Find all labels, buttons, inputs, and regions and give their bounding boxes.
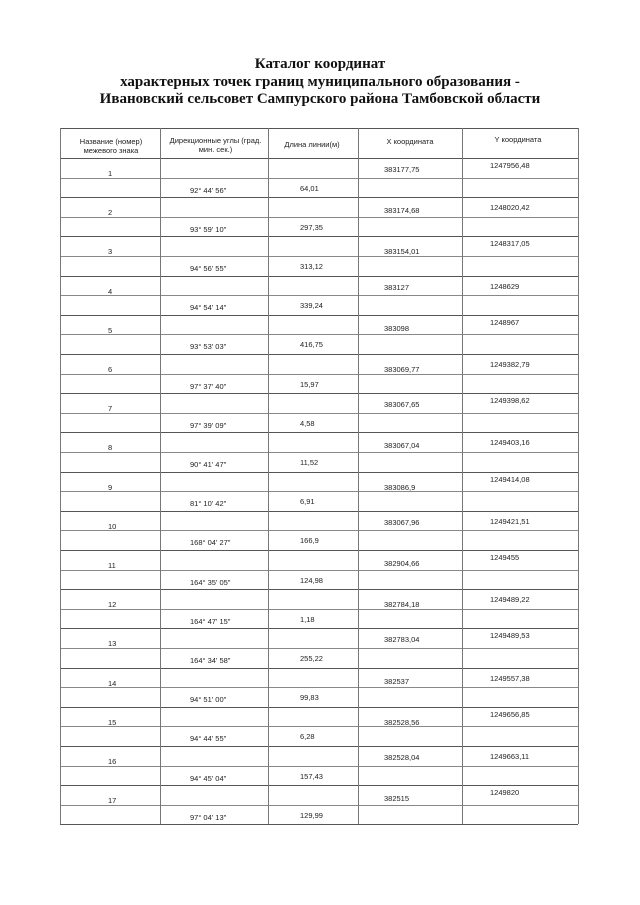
column-header-x: X координата xyxy=(386,137,434,146)
table-rule xyxy=(60,707,578,708)
segment-length: 166,9 xyxy=(300,536,319,546)
document-title: Каталог координат xyxy=(254,56,386,72)
document-subtitle-line1: характерных точек границ муниципального образования - xyxy=(120,74,520,90)
point-y-coordinate: 1249489,53 xyxy=(490,631,530,641)
table-rule xyxy=(60,766,578,767)
point-x-coordinate: 383067,96 xyxy=(384,517,420,527)
segment-length: 11,52 xyxy=(300,458,319,467)
point-x-coordinate: 382528,04 xyxy=(384,753,420,762)
point-x-coordinate: 383086,9 xyxy=(384,482,416,492)
segment-length: 313,12 xyxy=(300,262,323,271)
column-header-y: Y координата xyxy=(494,135,542,144)
point-number: 11 xyxy=(108,561,116,570)
point-y-coordinate: 1249403,16 xyxy=(490,438,530,448)
table-rule xyxy=(160,128,161,824)
point-number: 9 xyxy=(108,482,113,492)
point-y-coordinate: 1248020,42 xyxy=(490,203,530,213)
point-y-coordinate: 1249663,11 xyxy=(490,752,530,761)
segment-length: 1,18 xyxy=(300,614,315,624)
point-x-coordinate: 383177,75 xyxy=(384,165,420,174)
segment-length: 64,01 xyxy=(300,183,319,193)
point-number: 8 xyxy=(108,443,113,453)
segment-angle: 94° 45' 04" xyxy=(190,773,227,783)
segment-angle: 164° 34' 58" xyxy=(190,656,231,665)
point-number: 6 xyxy=(108,365,113,374)
point-x-coordinate: 382537 xyxy=(384,676,410,686)
point-x-coordinate: 383067,65 xyxy=(384,400,420,410)
point-y-coordinate: 1249398,62 xyxy=(490,396,530,406)
table-rule xyxy=(60,217,578,218)
segment-angle: 164° 35' 05" xyxy=(190,577,231,587)
point-y-coordinate: 1249455 xyxy=(490,553,520,562)
point-number: 12 xyxy=(108,600,117,610)
table-rule xyxy=(60,158,578,159)
table-rule xyxy=(60,648,578,649)
table-rule xyxy=(60,276,578,277)
point-y-coordinate: 1249421,51 xyxy=(490,516,530,526)
segment-angle: 94° 51' 00" xyxy=(190,695,227,705)
table-rule xyxy=(60,668,578,669)
point-y-coordinate: 1248317,05 xyxy=(490,239,530,249)
point-number: 16 xyxy=(108,757,117,766)
segment-length: 6,28 xyxy=(300,732,315,742)
point-y-coordinate: 1249557,38 xyxy=(490,673,530,683)
table-rule xyxy=(60,491,578,492)
segment-angle: 81° 10' 42" xyxy=(190,499,227,509)
segment-length: 124,98 xyxy=(300,575,323,585)
point-x-coordinate: 383067,04 xyxy=(384,441,420,451)
segment-length: 129,99 xyxy=(300,810,323,820)
point-number: 17 xyxy=(108,796,117,806)
point-number: 3 xyxy=(108,247,113,257)
segment-length: 4,58 xyxy=(300,418,315,428)
column-header-name: Название (номер) межевого знака xyxy=(79,137,143,155)
segment-angle: 90° 41' 47" xyxy=(190,460,227,469)
table-rule xyxy=(462,128,463,824)
segment-angle: 97° 39' 09" xyxy=(190,420,227,430)
table-rule xyxy=(60,334,578,335)
table-rule xyxy=(60,530,578,531)
point-x-coordinate: 382515 xyxy=(384,794,410,804)
table-rule xyxy=(60,824,578,825)
segment-angle: 93° 53' 03" xyxy=(190,342,227,352)
table-rule xyxy=(60,805,578,806)
point-x-coordinate: 382528,56 xyxy=(384,717,420,727)
table-rule xyxy=(60,726,578,727)
table-rule xyxy=(268,128,269,824)
point-y-coordinate: 1248967 xyxy=(490,317,520,327)
table-rule xyxy=(60,178,578,179)
point-number: 1 xyxy=(108,169,113,178)
point-number: 14 xyxy=(108,678,117,688)
point-y-coordinate: 1249820 xyxy=(490,788,520,798)
column-header-angle: Дирекционные углы (град. мин. сек.) xyxy=(169,136,262,154)
table-rule xyxy=(60,197,578,198)
table-rule xyxy=(60,746,578,747)
table-rule xyxy=(60,785,578,786)
point-y-coordinate: 1249656,85 xyxy=(490,709,530,719)
point-x-coordinate: 382783,04 xyxy=(384,635,420,645)
table-rule xyxy=(60,128,61,824)
point-number: 7 xyxy=(108,404,113,414)
segment-length: 15,97 xyxy=(300,379,319,389)
table-rule xyxy=(60,236,578,237)
point-x-coordinate: 382904,66 xyxy=(384,559,420,568)
table-rule xyxy=(60,295,578,296)
table-rule xyxy=(578,128,579,824)
point-y-coordinate: 1248629 xyxy=(490,281,520,291)
segment-length: 157,43 xyxy=(300,771,323,781)
table-rule xyxy=(60,472,578,473)
segment-angle: 93° 59' 10" xyxy=(190,224,227,234)
point-y-coordinate: 1249414,08 xyxy=(490,474,530,484)
table-rule xyxy=(60,256,578,257)
point-number: 13 xyxy=(108,639,117,649)
table-rule xyxy=(60,354,578,355)
table-rule xyxy=(60,374,578,375)
segment-length: 416,75 xyxy=(300,340,323,350)
segment-angle: 92° 44' 56" xyxy=(190,185,227,195)
table-rule xyxy=(60,413,578,414)
point-x-coordinate: 383098 xyxy=(384,323,410,333)
segment-angle: 97° 04' 13" xyxy=(190,812,227,822)
table-rule xyxy=(60,432,578,433)
segment-angle: 97° 37' 40" xyxy=(190,381,227,391)
segment-length: 255,22 xyxy=(300,654,323,663)
table-rule xyxy=(60,511,578,512)
table-rule xyxy=(60,687,578,688)
segment-length: 6,91 xyxy=(300,497,315,507)
table-rule xyxy=(60,570,578,571)
point-y-coordinate: 1249382,79 xyxy=(490,360,530,369)
point-number: 10 xyxy=(108,521,117,531)
point-x-coordinate: 383174,68 xyxy=(384,206,420,216)
point-number: 15 xyxy=(108,717,117,727)
point-x-coordinate: 383154,01 xyxy=(384,247,420,257)
table-rule xyxy=(60,393,578,394)
segment-length: 99,83 xyxy=(300,693,319,703)
table-rule xyxy=(358,128,359,824)
segment-angle: 94° 54' 14" xyxy=(190,303,227,313)
segment-angle: 94° 56' 55" xyxy=(190,264,227,273)
point-number: 2 xyxy=(108,208,113,218)
point-x-coordinate: 383069,77 xyxy=(384,365,420,374)
segment-length: 339,24 xyxy=(300,301,323,311)
table-rule xyxy=(60,128,578,129)
point-x-coordinate: 383127 xyxy=(384,282,410,292)
table-rule xyxy=(60,628,578,629)
segment-angle: 164° 47' 15" xyxy=(190,616,231,626)
segment-length: 297,35 xyxy=(300,222,323,232)
document-subtitle-line2: Ивановский сельсовет Сампурского района Тамбовской области xyxy=(99,91,541,107)
table-rule xyxy=(60,550,578,551)
table-rule xyxy=(60,315,578,316)
point-number: 4 xyxy=(108,286,113,296)
table-rule xyxy=(60,609,578,610)
point-x-coordinate: 382784,18 xyxy=(384,600,420,610)
table-rule xyxy=(60,452,578,453)
point-y-coordinate: 1247956,48 xyxy=(490,161,530,170)
segment-angle: 94° 44' 55" xyxy=(190,734,227,744)
segment-angle: 168° 04' 27" xyxy=(190,538,231,548)
point-number: 5 xyxy=(108,325,113,335)
table-rule xyxy=(60,589,578,590)
point-y-coordinate: 1249489,22 xyxy=(490,595,530,605)
column-header-length: Длина линии(м) xyxy=(284,140,340,149)
